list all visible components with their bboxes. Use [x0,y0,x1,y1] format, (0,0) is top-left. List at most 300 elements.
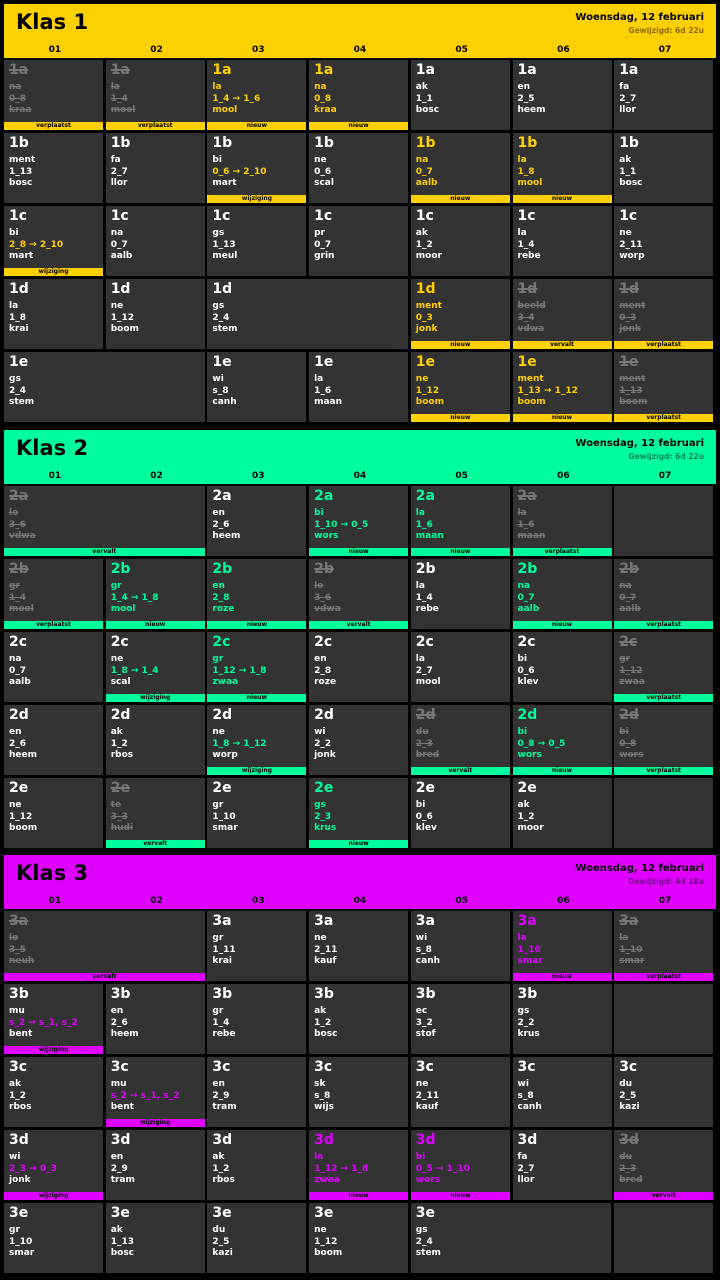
lesson-cell[interactable] [411,705,510,775]
class-code: 1b [9,135,29,151]
class-code: 1c [619,208,638,224]
teacher-label: moor [415,251,442,261]
room-label: 1_13 [619,385,643,396]
lesson-cell[interactable] [4,279,103,349]
room-label: 2_2 [314,738,332,749]
teacher-label: kauf [415,1102,439,1112]
lesson-details [416,155,438,190]
lesson-cell[interactable] [411,632,510,702]
lesson-cell[interactable] [4,1203,103,1273]
subject-label: ment [619,374,646,384]
lesson-details [619,727,643,762]
teacher-label: rbos [9,1102,32,1112]
subject-label: gs [212,301,225,311]
lesson-cell[interactable] [106,133,205,203]
subject-label: lo [9,508,19,518]
lesson-details [518,155,543,190]
lesson-cell[interactable] [4,486,205,556]
room-label: 0_7 [415,166,433,177]
teacher-label: bosc [9,178,33,188]
teacher-label: rbos [110,750,134,760]
lesson-cell[interactable] [614,1057,713,1127]
lesson-cell[interactable] [207,911,306,981]
subject-label: ne [619,228,632,238]
lesson-cell[interactable] [411,486,510,556]
room-label: 2_5 [212,1236,230,1247]
subject-label: gr [110,581,122,591]
lesson-details [619,1152,642,1187]
subject-label: gs [415,1225,428,1235]
status-badge: nieuw [411,414,510,422]
lesson-cell[interactable] [207,705,306,775]
period-header: 04 [353,471,367,481]
lesson-cell[interactable] [106,1057,205,1127]
subject-label: gr [9,581,20,591]
subject-label: en [110,1006,124,1016]
lesson-cell[interactable] [4,1130,103,1200]
class-code: 1c [110,208,129,224]
room-label: 1_13 [9,166,33,177]
lesson-cell[interactable] [207,1203,306,1273]
lesson-cell[interactable] [513,133,612,203]
lesson-cell[interactable] [513,778,612,848]
period-header: 02 [150,471,163,481]
lesson-details [314,374,342,409]
room-label: 1_10 [212,811,236,822]
lesson-details [314,82,337,117]
class-code: 2e [415,780,436,796]
subject-label: ak [415,228,428,238]
class-code: 2b [110,561,131,577]
status-badge: verplaatst [4,621,103,629]
subject-label: ne [314,155,327,165]
period-header: 03 [251,471,265,481]
lesson-details [111,1152,135,1187]
empty-cell [614,778,713,848]
room-label: 1_10 [619,944,643,955]
teacher-label: hudi [110,823,134,833]
room-label: 1_2 [110,738,128,749]
lesson-details [9,933,34,968]
status-badge: wijziging [4,268,103,276]
status-badge: vervalt [411,767,510,775]
lesson-details [416,82,439,117]
room-label: 0_7 [619,592,637,603]
subject-label: bi [415,800,426,810]
lesson-cell[interactable] [4,911,205,981]
room-label: 1_2 [415,239,433,250]
lesson-cell[interactable] [106,705,205,775]
status-badge: nieuw [207,122,306,130]
lesson-details [212,301,237,336]
class-code: 1b [314,135,334,151]
lesson-details [314,654,336,689]
lesson-cell[interactable] [513,705,612,775]
subject-label: mu [110,1079,127,1089]
room-label: 0_6 [314,166,332,177]
class-code: 2b [314,561,334,577]
class-code: 2d [517,707,538,723]
lesson-cell[interactable] [411,984,510,1054]
lesson-cell[interactable] [411,559,510,629]
room-label: 0_6 → 2_10 [212,166,267,177]
teacher-label: scal [314,178,334,188]
lesson-details [416,1225,441,1260]
lesson-cell[interactable] [513,352,612,422]
class-section-klas3 [4,855,716,1258]
lesson-cell[interactable] [4,352,205,422]
room-label: 0_7 [9,665,27,676]
lesson-details [619,228,644,263]
lesson-cell[interactable] [106,1203,205,1273]
lesson-cell[interactable] [411,60,510,130]
room-label: 1_8 → 1_12 [212,738,267,749]
lesson-cell[interactable] [106,60,205,130]
room-label: s_8 [314,1090,331,1101]
lesson-cell[interactable] [309,486,408,556]
lesson-cell[interactable] [614,705,713,775]
status-badge: verplaatst [614,621,713,629]
subject-label: wi [9,1152,21,1162]
lesson-cell[interactable] [4,1057,103,1127]
lesson-cell[interactable] [411,206,510,276]
class-code: 3e [110,1205,130,1221]
lesson-cell[interactable] [207,778,306,848]
subject-label: gr [9,1225,20,1235]
lesson-cell[interactable] [411,911,510,981]
room-label: 2_6 [9,738,27,749]
modified-label: Gewijzigd: 4d 18u [628,877,704,886]
lesson-cell[interactable] [207,60,306,130]
class-code: 3d [212,1132,233,1148]
lesson-cell[interactable] [513,486,612,556]
subject-label: bi [619,727,629,737]
teacher-label: zwaa [314,1175,340,1185]
subject-label: ne [110,301,124,311]
room-label: 1_4 [517,239,535,250]
class-code: 2e [212,780,232,796]
subject-label: wi [212,374,224,384]
subject-label: ak [517,800,530,810]
lesson-cell[interactable] [4,705,103,775]
teacher-label: vdwa [314,604,341,614]
lesson-cell[interactable] [614,133,713,203]
subject-label: beeld [517,301,546,311]
lesson-cell[interactable] [614,911,713,981]
lesson-details [314,800,336,835]
lesson-cell[interactable] [309,705,408,775]
class-code: 1d [9,281,29,297]
lesson-cell[interactable] [614,559,713,629]
lesson-cell[interactable] [4,133,103,203]
lesson-cell[interactable] [207,1057,306,1127]
class-code: 3c [212,1059,231,1075]
room-label: 0_5 → 1_10 [415,1163,470,1174]
lesson-cell[interactable] [614,206,713,276]
lesson-cell[interactable] [106,1130,205,1200]
subject-label: ak [314,1006,327,1016]
modified-label: Gewijzigd: 6d 22u [628,26,704,35]
class-code: 2a [314,488,334,504]
status-badge: verplaatst [4,122,103,130]
lesson-cell[interactable] [106,984,205,1054]
teacher-label: heem [9,750,37,760]
subject-label: la [9,301,19,311]
class-code: 1a [619,62,639,78]
subject-label: ne [110,654,124,664]
lesson-cell[interactable] [614,632,713,702]
lesson-cell[interactable] [4,632,103,702]
lesson-cell[interactable] [207,279,408,349]
lesson-details [518,933,543,968]
subject-label: en [212,581,225,591]
lesson-cell[interactable] [207,1130,306,1200]
room-label: 2_3 [415,738,433,749]
room-label: 2_5 [517,93,535,104]
lesson-details [416,508,444,543]
date-label: Woensdag, 12 februari [575,12,704,23]
subject-label: fa [517,1152,528,1162]
lesson-cell[interactable] [309,206,408,276]
teacher-label: wors [314,531,339,541]
subject-label: du [415,727,429,737]
subject-label: wi [517,1079,529,1089]
lesson-cell[interactable] [411,1057,510,1127]
lesson-cell[interactable] [513,279,612,349]
room-label: 2_7 [517,1163,535,1174]
teacher-label: jonk [619,324,641,334]
status-badge: nieuw [309,840,408,848]
status-badge: nieuw [309,122,408,130]
lesson-details [619,82,636,117]
room-label: 1_8 [9,312,27,323]
class-code: 2b [619,561,639,577]
subject-label: du [619,1152,633,1162]
lesson-details [212,82,260,117]
room-label: 2_11 [619,239,643,250]
lesson-details [212,1225,232,1260]
lesson-cell[interactable] [4,206,103,276]
teacher-label: mart [9,251,34,261]
class-code: 2d [619,707,639,723]
room-label: 1_12 → 1_8 [314,1163,369,1174]
status-badge: wijziging [4,1192,103,1200]
lesson-cell[interactable] [614,60,713,130]
subject-label: wi [415,933,428,943]
lesson-cell[interactable] [513,632,612,702]
teacher-label: wors [517,750,542,760]
subject-label: lo [314,581,324,591]
period-header: 07 [658,471,672,481]
lesson-cell[interactable] [207,559,306,629]
subject-label: fa [110,155,121,165]
room-label: 0_3 [415,312,433,323]
subject-label: ne [314,1225,327,1235]
teacher-label: canh [212,397,237,407]
lesson-cell[interactable] [309,911,408,981]
class-code: 2c [314,634,333,650]
lesson-cell[interactable] [309,1057,408,1127]
room-label: 1_8 [517,166,535,177]
lesson-cell[interactable] [411,352,510,422]
lesson-cell[interactable] [309,984,408,1054]
teacher-label: mool [110,604,136,614]
lesson-cell[interactable] [309,352,408,422]
subject-label: en [110,1152,124,1162]
lesson-details [9,374,34,409]
teacher-label: stem [9,397,35,407]
lesson-details [518,508,546,543]
lesson-details [518,82,546,117]
lesson-cell[interactable] [4,60,103,130]
class-code: 3c [314,1059,333,1075]
room-label: 1_4 → 1_8 [110,592,159,603]
lesson-details [416,374,444,409]
teacher-label: canh [517,1102,542,1112]
lesson-details [111,228,133,263]
lesson-cell[interactable] [207,352,306,422]
class-code: 1a [212,62,232,78]
room-label: 1_13 → 1_12 [517,385,578,396]
subject-label: la [619,933,629,943]
date-label: Woensdag, 12 februari [575,438,704,449]
lesson-cell[interactable] [513,1130,612,1200]
lesson-cell[interactable] [207,486,306,556]
lesson-cell[interactable] [106,559,205,629]
lesson-cell[interactable] [614,279,713,349]
room-label: 3_3 [110,811,128,822]
lesson-cell[interactable] [513,1057,612,1127]
lesson-cell[interactable] [411,1203,612,1273]
room-label: 2_9 [110,1163,128,1174]
lesson-cell[interactable] [106,632,205,702]
lesson-cell[interactable] [207,133,306,203]
class-code: 3d [314,1132,334,1148]
class-code: 3b [9,986,29,1002]
lesson-details [416,654,441,689]
lesson-cell[interactable] [309,559,408,629]
subject-label: gr [212,933,224,943]
lesson-details [619,1079,639,1114]
room-label: 0_6 [517,665,535,676]
class-code: 1c [517,208,536,224]
lesson-cell[interactable] [309,778,408,848]
lesson-cell[interactable] [309,133,408,203]
lesson-cell[interactable] [309,1130,408,1200]
lesson-cell[interactable] [614,1130,713,1200]
lesson-cell[interactable] [513,206,612,276]
room-label: 1_13 [212,239,236,250]
subject-label: ak [619,155,632,165]
class-code: 3d [619,1132,639,1148]
lesson-details [9,508,36,543]
lesson-cell[interactable] [309,1203,408,1273]
teacher-label: boom [619,397,648,407]
lesson-cell[interactable] [513,984,612,1054]
class-code: 3e [314,1205,334,1221]
room-label: 1_4 [110,93,128,104]
date-label: Woensdag, 12 februari [575,863,704,874]
class-code: 2e [517,780,537,796]
subject-label: du [212,1225,226,1235]
lesson-details [9,654,31,689]
lesson-cell[interactable] [411,133,510,203]
lesson-cell[interactable] [4,778,103,848]
status-badge: nieuw [411,548,510,556]
lesson-details [314,1006,337,1041]
lesson-cell[interactable] [207,632,306,702]
class-code: 1d [415,281,436,297]
subject-label: mu [9,1006,25,1016]
lesson-cell[interactable] [207,206,306,276]
room-label: 2_7 [415,665,433,676]
lesson-cell[interactable] [411,778,510,848]
teacher-label: zwaa [619,677,645,687]
teacher-label: kauf [314,956,337,966]
class-code: 1c [415,208,434,224]
teacher-label: krus [314,823,337,833]
lesson-details [416,727,439,762]
lesson-cell[interactable] [513,911,612,981]
modified-label: Gewijzigd: 6d 22u [628,452,704,461]
class-code: 2d [415,707,436,723]
teacher-label: boom [9,823,38,833]
subject-label: sk [314,1079,326,1089]
lesson-cell[interactable] [4,984,103,1054]
room-label: 1_10 → 0_5 [314,519,369,530]
class-code: 1a [415,62,435,78]
room-label: 1_12 → 1_8 [212,665,267,676]
lesson-cell[interactable] [106,279,205,349]
class-code: 3a [212,913,232,929]
lesson-details [416,1079,439,1114]
status-badge: verplaatst [614,341,713,349]
class-code: 2c [415,634,434,650]
status-badge: wijziging [106,1119,205,1127]
lesson-cell[interactable] [411,1130,510,1200]
class-code: 1e [9,354,29,370]
lesson-cell[interactable] [106,206,205,276]
class-title: Klas 3 [16,861,89,885]
status-badge: vervalt [4,548,205,556]
teacher-label: boom [314,1248,343,1258]
lesson-cell[interactable] [411,279,510,349]
lesson-cell[interactable] [513,60,612,130]
lesson-cell[interactable] [207,984,306,1054]
lesson-cell[interactable] [4,559,103,629]
subject-label: ne [212,727,225,737]
lesson-cell[interactable] [309,60,408,130]
status-badge: wijziging [106,694,205,702]
subject-label: gr [212,800,224,810]
room-label: 1_13 [110,1236,134,1247]
room-label: 1_12 [110,312,134,323]
lesson-details [518,1006,540,1041]
teacher-label: tram [212,1102,237,1112]
status-badge: nieuw [513,767,612,775]
lesson-details [9,155,35,190]
lesson-cell[interactable] [513,559,612,629]
status-badge: nieuw [513,621,612,629]
subject-label: ment [415,301,442,311]
period-header: 06 [557,45,570,55]
subject-label: wi [314,727,326,737]
class-code: 3a [415,913,435,929]
lesson-cell[interactable] [614,352,713,422]
class-code: 3b [314,986,334,1002]
lesson-cell[interactable] [309,632,408,702]
lesson-cell[interactable] [106,778,205,848]
